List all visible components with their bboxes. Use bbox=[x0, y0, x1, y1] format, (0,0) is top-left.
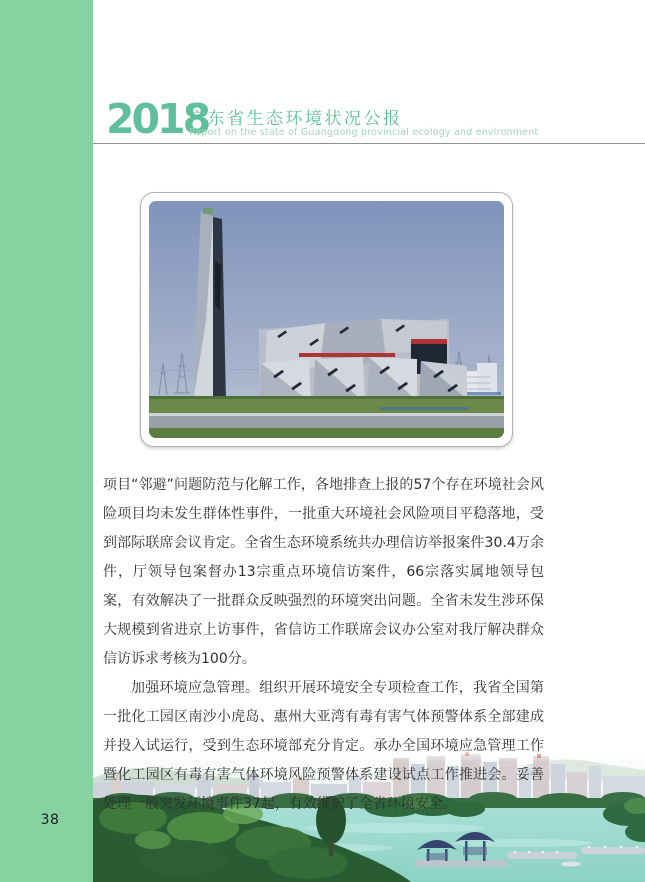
building-photo-frame bbox=[140, 192, 513, 447]
sidebar-green-strip bbox=[0, 0, 93, 882]
body-text bbox=[103, 471, 544, 819]
paragraph-emergency-management: 加强环境应急管理。组织开展环境安全专项检查工作，我省全国第一批化工园区南沙小虎岛、惠州大亚湾有毒有害气体预警体系全部建成并投入试运行，受到生态环境部充分肯定。承办全国环境应急管理工作暨化工园区有毒有害气体环境风险预警体系建设试点工作推进会。妥善处理一般突发环境事件37起，有效维护了全省环境安全。 bbox=[103, 680, 544, 812]
header-year: 2018 bbox=[106, 95, 209, 143]
faceted-building-complex bbox=[259, 319, 467, 404]
grounds bbox=[149, 396, 504, 438]
building-photo bbox=[149, 201, 504, 438]
header-divider-rule bbox=[93, 143, 645, 144]
report-title-chinese: 广东省生态环境状况公报 bbox=[188, 109, 403, 129]
paragraph-social-risk: 项目“邻避”问题防范与化解工作，各地排查上报的57个存在环境社会风险项目均未发生群体性事件，一批重大环境社会风险项目平稳落地，受到部际联席会议肯定。全省生态环境系统共办理信访举报案件30.4万余件，厅领导包案督办13宗重点环境信访案件，66宗落实属地领导包案，有效解决了一批群众反映强烈的环境突出问题。全省未发生涉环保大规模到省进京上访事件，省信访工作联席会议办公室对我厅解决群众信访诉求考核为100分。 bbox=[103, 477, 544, 667]
report-title-english: Report on the state of Guangdong provincial ecology and environment bbox=[189, 127, 539, 138]
page-number: 38 bbox=[40, 812, 60, 828]
building-photo-graphic bbox=[149, 201, 504, 438]
